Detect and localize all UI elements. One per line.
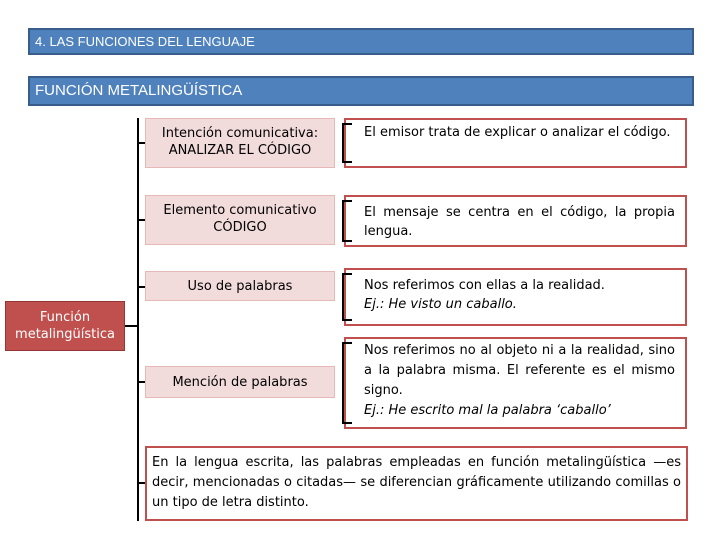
concept-label: Mención de palabras xyxy=(172,375,308,390)
concept-label: Uso de palabras xyxy=(187,279,293,294)
description-text: El emisor trata de explicar o analizar el código. xyxy=(364,125,671,140)
concept-box-intention xyxy=(145,118,335,168)
bracket-3 xyxy=(342,273,352,321)
concept-label: Intención comunicativa: ANALIZAR EL CÓDIGO xyxy=(161,126,319,158)
description-box-element xyxy=(344,195,687,247)
description-text: Nos referimos no al objeto ni a la realidad, sino a la palabra misma. El referente es el mismo signo. xyxy=(364,343,675,398)
description-box-intention xyxy=(344,118,687,168)
bracket-2 xyxy=(342,200,352,242)
example-text: Ej.: He visto un caballo. xyxy=(364,297,517,312)
description-box-use xyxy=(344,268,687,326)
slide-header-title: 4. LAS FUNCIONES DEL LENGUAJE xyxy=(35,34,255,49)
concept-box-element xyxy=(145,195,335,245)
concept-label: Elemento comunicativo CÓDIGO xyxy=(163,203,317,235)
concept-box-mention xyxy=(145,366,335,398)
bracket-4 xyxy=(342,342,352,424)
section-title: FUNCIÓN METALINGÜÍSTICA xyxy=(35,82,243,99)
root-node xyxy=(5,301,125,351)
example-text: Ej.: He escrito mal la palabra ‘caballo’ xyxy=(364,403,611,418)
note-text: En la lengua escrita, las palabras empleadas en función metalingüística —es decir, mencionadas o citadas— se diferencian gráficamente utilizando comillas o un tipo de letra distinto. xyxy=(152,455,681,510)
bracket-1 xyxy=(342,123,352,163)
description-text: Nos referimos con ellas a la realidad. xyxy=(364,278,605,293)
description-text: El mensaje se centra en el código, la propia lengua. xyxy=(364,205,675,239)
description-box-mention xyxy=(344,337,687,429)
concept-box-use xyxy=(145,271,335,301)
root-label: Función metalingüística xyxy=(15,310,115,342)
note-box xyxy=(145,446,688,521)
